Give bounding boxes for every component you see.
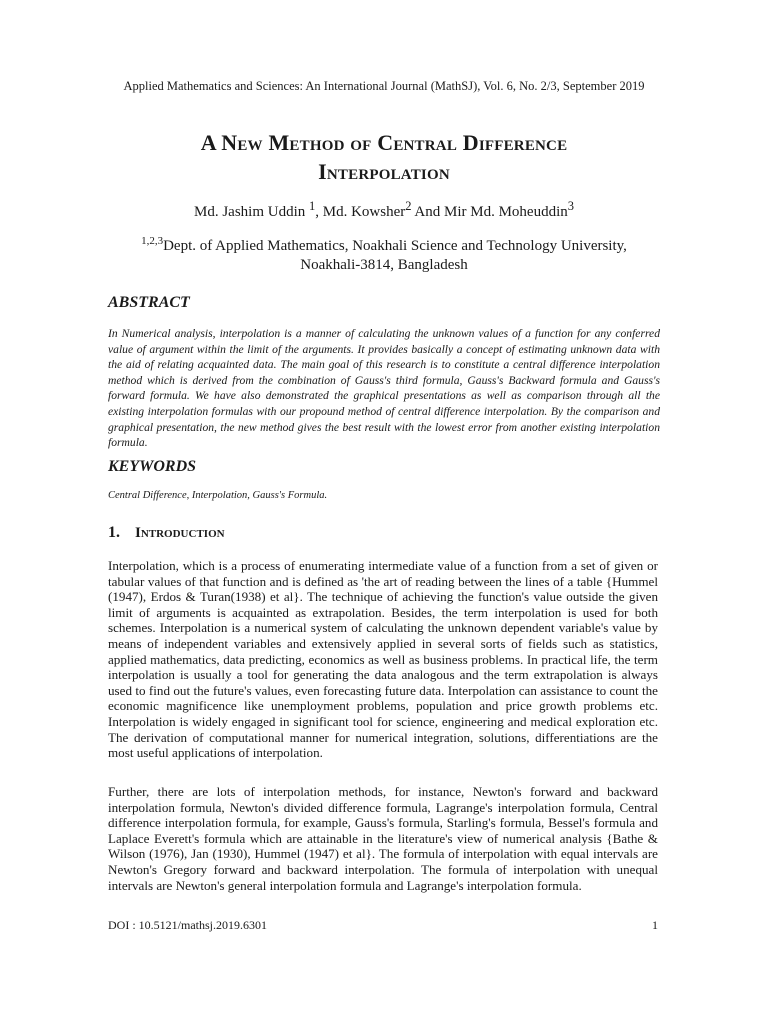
intro-paragraph-1: Interpolation, which is a process of enumerating intermediate value of a function from a set of given or tabular values of that function and is defined as 'the art of reading between the lines of a table {Hummel (1947), Erdos & Turan(1938) et al}. The technique of achieving the function's value outside the given limit of arguments is acquainted as extrapolation. Besides, the term interpolation is used for both schemes. Interpolation is a numerical system of calculating the unknown dependent variable's value by means of independent variables and extensively applied in several sorts of fields such as statistics, applied mathematics, data predicting, economics as well as business problems. In practical life, the term interpolation is usually a tool for generating the data analogous and the term extrapolation is always used to find out the future's values, even forecasting future data. Interpolation can assistance to count the economic magnificence like unemployment problems, population and price growth problems etc. Interpolation is widely engaged in significant tool for science, engineering and medical exploration etc. The derivation of computational manner for numerical integration, solutions, differentiations are the most useful applications of interpolation.	[108, 558, 658, 761]
keywords-heading: KEYWORDS	[108, 458, 197, 475]
page-footer	[108, 918, 658, 933]
title-line-1: A New Method of Central Difference	[200, 130, 568, 155]
page-number: 1	[652, 918, 658, 932]
author-list	[0, 199, 768, 221]
affiliation	[100, 237, 668, 275]
section-heading-introduction	[108, 524, 225, 542]
paper-title	[90, 128, 678, 186]
doi: DOI : 10.5121/mathsj.2019.6301	[108, 918, 267, 932]
affiliation-line-2: Noakhali-3814, Bangladesh	[300, 257, 468, 273]
author-3: And Mir Md. Moheuddin	[411, 204, 568, 220]
affiliation-line-1: Dept. of Applied Mathematics, Noakhali Science and Technology University,	[163, 238, 627, 254]
author-1: Md. Jashim Uddin	[193, 204, 309, 220]
abstract-text: In Numerical analysis, interpolation is a manner of calculating the unknown values of a function for any conferred value of argument within the limit of the arguments. It provides basically a concept of estimating unknown data with the aid of relating acquainted data. The main goal of this research is to constitute a central difference interpolation method which is derived from the combination of Gauss's third formula, Gauss's Backward formula and Gauss's forward formula. We have also demonstrated the graphical presentations as well as comparison through all the existing interpolation formulas with our propound method of central difference interpolation. By the comparison and graphical presentation, the new method gives the best result with the lowest error from another existing interpolation formula.	[108, 327, 660, 450]
affiliation-marker: 1,2,3	[141, 235, 164, 247]
author-1-affil: 1	[309, 199, 316, 213]
title-line-2: Interpolation	[318, 159, 450, 184]
author-2-affil: 2	[405, 199, 412, 213]
keywords-text: Central Difference, Interpolation, Gauss's Formula.	[108, 490, 328, 501]
section-title: Introduction	[135, 525, 225, 541]
running-head: Applied Mathematics and Sciences: An International Journal (MathSJ), Vol. 6, No. 2/3, September 2019	[123, 79, 645, 93]
author-2: , Md. Kowsher	[315, 204, 406, 220]
abstract-heading: ABSTRACT	[108, 294, 190, 311]
author-3-affil: 3	[567, 199, 575, 213]
section-number: 1.	[108, 524, 120, 541]
intro-paragraph-2: Further, there are lots of interpolation methods, for instance, Newton's forward and backward interpolation formula, Newton's divided difference formula, Lagrange's interpolation formula, Central difference interpolation formula, for example, Gauss's formula, Starling's formula, Bessel's formula and Laplace Everett's formula which are attainable in the literature's view of numerical analysis {Bathe & Wilson (1976), Jan (1930), Hummel (1947) et al}. The formula of interpolation with equal intervals are Newton's Gregory forward and backward interpolation. The formula of interpolation with unequal intervals are Newton's general interpolation formula and Lagrange's interpolation formula.	[108, 784, 658, 893]
